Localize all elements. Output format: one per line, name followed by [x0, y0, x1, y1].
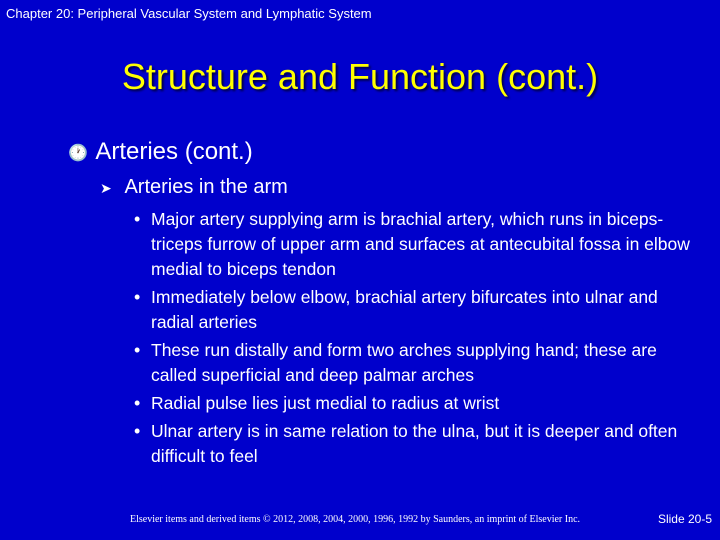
level1-text: Arteries (cont.)	[95, 138, 253, 165]
dot-bullet-icon: •	[134, 340, 141, 360]
slide-title: Structure and Function (cont.)	[121, 56, 599, 97]
bullet-item	[134, 285, 694, 335]
level1-item	[68, 138, 253, 166]
bullet-item	[134, 338, 694, 388]
arrow-bullet-icon: ➤	[100, 180, 112, 196]
copyright-footer: Elsevier items and derived items © 2012, 2008, 2004, 2000, 1996, 1992 by Saunders, an imprint of Elsevier Inc.	[130, 514, 581, 525]
bullet-text: Immediately below elbow, brachial artery bifurcates into ulnar and radial arteries	[151, 287, 658, 332]
bullet-text: These run distally and form two arches supplying hand; these are called superficial and deep palmar arches	[151, 340, 657, 385]
dot-bullet-icon: •	[134, 421, 141, 441]
bullet-text: Radial pulse lies just medial to radius at wrist	[151, 393, 500, 413]
clock-bullet-icon: 🕐	[68, 144, 88, 162]
dot-bullet-icon: •	[134, 393, 141, 413]
level2-text: Arteries in the arm	[124, 176, 288, 198]
bullet-item	[134, 207, 694, 282]
bullet-text: Major artery supplying arm is brachial artery, which runs in biceps-triceps furrow of upper arm and surfaces at antecubital fossa in elbow medial to biceps tendon	[151, 209, 690, 279]
slide-number: Slide 20-5	[657, 512, 712, 526]
bullet-list	[134, 207, 694, 472]
bullet-item	[134, 419, 694, 469]
dot-bullet-icon: •	[134, 209, 141, 229]
chapter-header: Chapter 20: Peripheral Vascular System and Lymphatic System	[6, 6, 372, 21]
dot-bullet-icon: •	[134, 287, 141, 307]
bullet-text: Ulnar artery is in same relation to the ulna, but it is deeper and often difficult to feel	[151, 421, 678, 466]
bullet-item	[134, 391, 694, 416]
level2-item	[100, 176, 288, 199]
